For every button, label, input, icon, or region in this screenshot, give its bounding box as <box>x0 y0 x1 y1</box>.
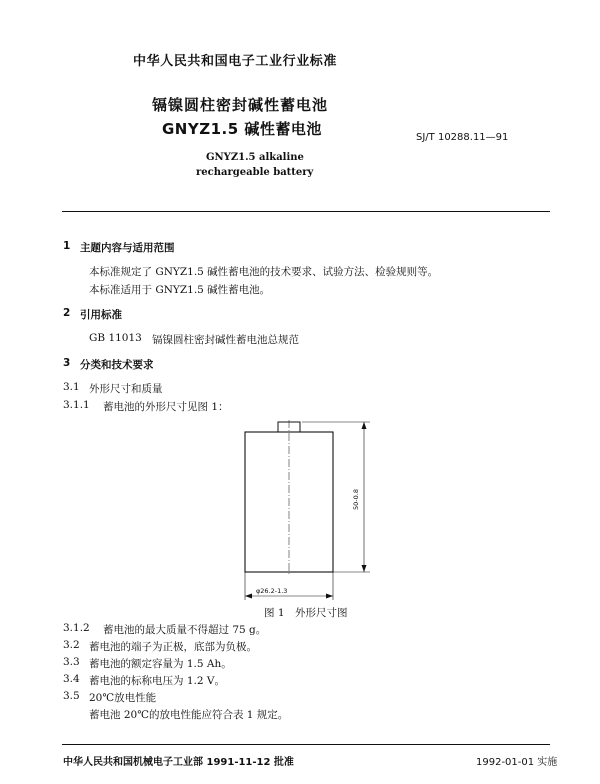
section-1-paragraph-1: 本标准规定了 GNYZ1.5 碱性蓄电池的技术要求、试验方法、检验规则等。 <box>89 266 439 278</box>
clause-3-1-title: 外形尺寸和质量 <box>89 383 163 395</box>
section-3-number: 3 <box>63 357 71 369</box>
title-en-line1: GNYZ1.5 alkaline <box>206 152 304 163</box>
reference-code: GB 11013 <box>89 332 142 344</box>
clause-3-4-text: 蓄电池的标称电压为 1.2 V。 <box>89 675 225 687</box>
title-en-line2: rechargeable battery <box>196 167 314 178</box>
standard-number: SJ/T 10288.11—91 <box>416 132 509 143</box>
clause-3-2-number: 3.2 <box>63 639 80 651</box>
clause-3-1-2-number: 3.1.2 <box>63 622 90 634</box>
issuing-standard-header: 中华人民共和国电子工业行业标准 <box>133 54 338 69</box>
clause-3-1-2-text: 蓄电池的最大质量不得超过 75 g。 <box>103 624 267 636</box>
title-cn-line1: 镉镍圆柱密封碱性蓄电池 <box>152 96 329 114</box>
section-2-number: 2 <box>63 307 71 319</box>
header-divider <box>62 211 550 212</box>
diameter-dimension-label: φ26.2-1.3 <box>256 587 288 595</box>
approval-issuer: 中华人民共和国机械电子工业部 1991-11-12 批准 <box>63 757 294 768</box>
battery-outline-figure <box>230 418 390 603</box>
section-1-title: 主题内容与适用范围 <box>80 242 175 254</box>
figure-caption: 图 1 外形尺寸图 <box>264 607 348 619</box>
clause-3-4-number: 3.4 <box>63 673 80 685</box>
effective-date: 1992-01-01 实施 <box>476 757 558 768</box>
clause-3-1-number: 3.1 <box>63 381 80 393</box>
height-dim-arrow-bottom <box>362 565 367 572</box>
height-dim-arrow-top <box>362 422 367 429</box>
reference-title: 镉镍圆柱密封碱性蓄电池总规范 <box>152 334 299 346</box>
height-dimension-label: 50-0.8 <box>352 489 360 510</box>
section-1-paragraph-2: 本标准适用于 GNYZ1.5 碱性蓄电池。 <box>89 284 271 296</box>
clause-3-2-text: 蓄电池的端子为正极，底部为负极。 <box>89 641 257 653</box>
section-1-number: 1 <box>63 240 71 252</box>
clause-3-5-text: 蓄电池 20℃的放电性能应符合表 1 规定。 <box>89 709 289 721</box>
clause-3-3-text: 蓄电池的额定容量为 1.5 Ah。 <box>89 658 232 670</box>
clause-3-5-number: 3.5 <box>63 690 80 702</box>
section-2-title: 引用标准 <box>80 309 122 321</box>
clause-3-5-title: 20℃放电性能 <box>89 692 157 704</box>
diameter-dim-arrow-right <box>326 594 333 599</box>
title-cn-line2: GNYZ1.5 碱性蓄电池 <box>162 120 322 138</box>
diameter-dim-arrow-left <box>245 594 252 599</box>
clause-3-1-1-number: 3.1.1 <box>63 399 90 411</box>
clause-3-3-number: 3.3 <box>63 656 80 668</box>
footer-divider <box>62 744 550 745</box>
clause-3-1-1-text: 蓄电池的外形尺寸见图 1： <box>103 401 229 413</box>
section-3-title: 分类和技术要求 <box>80 359 154 371</box>
